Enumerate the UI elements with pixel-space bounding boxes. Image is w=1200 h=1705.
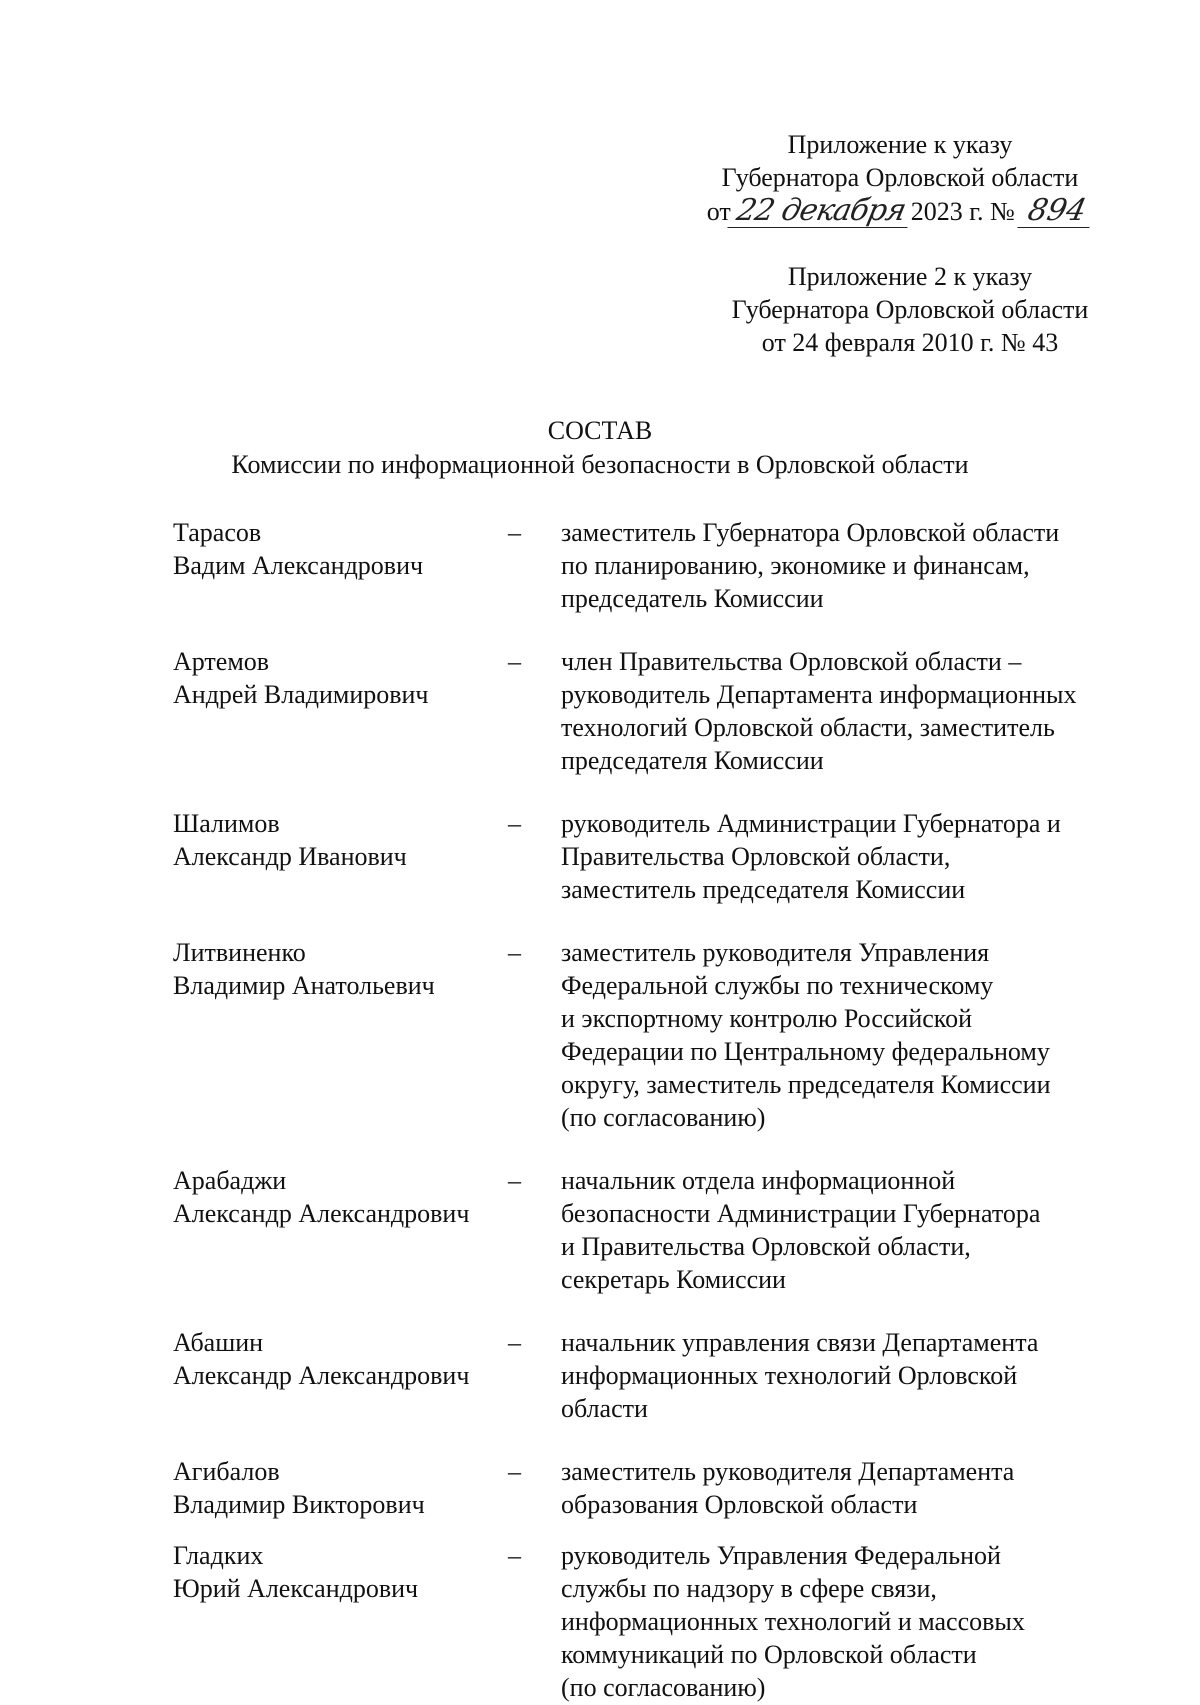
document-title-block bbox=[0, 414, 1200, 482]
handwritten-number: 894 bbox=[1018, 194, 1097, 228]
member-name: Шалимов Александр Иванович bbox=[173, 809, 407, 871]
member-name: Арабаджи Александр Александрович bbox=[173, 1166, 470, 1228]
member-name: Абашин Александр Александрович bbox=[173, 1328, 470, 1390]
member-name: Гладких Юрий Александрович bbox=[173, 1541, 419, 1603]
member-role: начальник управления связи Департамента информационных технологий Орловской области bbox=[561, 1328, 1039, 1423]
member-row bbox=[173, 1326, 1133, 1425]
appendix-current-date-line bbox=[680, 194, 1120, 228]
member-row bbox=[173, 1539, 1133, 1704]
member-dash: – bbox=[508, 1166, 521, 1195]
member-role: заместитель Губернатора Орловской области по планированию, экономике и финансам, председатель Комиссии bbox=[561, 518, 1060, 613]
handwritten-date: 22 декабря bbox=[727, 194, 914, 228]
member-name: Агибалов Владимир Викторович bbox=[173, 1457, 425, 1519]
appendix-current-line2: Губернатора Орловской области bbox=[721, 163, 1079, 192]
member-dash: – bbox=[508, 1541, 521, 1570]
member-role: руководитель Управления Федеральной службы по надзору в сфере связи, информационных технологий и массовых коммуникаций по Орловской области (по согласованию) bbox=[561, 1541, 1025, 1702]
appendix-original-line3: от 24 февраля 2010 г. № 43 bbox=[761, 328, 1059, 357]
member-row bbox=[173, 516, 1133, 615]
member-row bbox=[173, 645, 1133, 777]
appendix-original-line2: Губернатора Орловской области bbox=[731, 295, 1089, 324]
member-dash: – bbox=[508, 1328, 521, 1357]
member-role: заместитель руководителя Департамента образования Орловской области bbox=[561, 1457, 1015, 1519]
member-name: Артемов Андрей Владимирович bbox=[173, 647, 429, 709]
member-role: начальник отдела информационной безопасности Администрации Губернатора и Правительства Орловской области, секретарь Комиссии bbox=[561, 1166, 1041, 1294]
members-list bbox=[173, 516, 1133, 1704]
member-dash: – bbox=[508, 518, 521, 547]
member-dash: – bbox=[508, 938, 521, 967]
member-row bbox=[173, 936, 1133, 1134]
member-dash: – bbox=[508, 647, 521, 676]
appendix-current-line1: Приложение к указу bbox=[787, 130, 1013, 159]
member-role: член Правительства Орловской области – руководитель Департамента информационных технологий Орловской области, заместитель председателя Комиссии bbox=[561, 647, 1077, 775]
date-suffix: 2023 г. № bbox=[910, 197, 1015, 226]
date-prefix: от bbox=[706, 197, 731, 226]
member-role: заместитель руководителя Управления Федеральной службы по техническому и экспортному контролю Российской Федерации по Центральному федеральному округу, заместитель председателя Комиссии (по согласованию) bbox=[561, 938, 1051, 1132]
document-title: СОСТАВ bbox=[547, 416, 653, 445]
member-name: Тарасов Вадим Александрович bbox=[173, 518, 424, 580]
document-subtitle: Комиссии по информационной безопасности в Орловской области bbox=[231, 450, 969, 479]
member-role: руководитель Администрации Губернатора и Правительства Орловской области, заместитель председателя Комиссии bbox=[561, 809, 1061, 904]
member-row bbox=[173, 1164, 1133, 1296]
member-dash: – bbox=[508, 1457, 521, 1486]
appendix-original-line1: Приложение 2 к указу bbox=[787, 262, 1033, 291]
member-row bbox=[173, 1455, 1133, 1521]
member-row bbox=[173, 807, 1133, 906]
appendix-original-header bbox=[700, 260, 1120, 359]
appendix-current-header bbox=[680, 128, 1120, 228]
member-name: Литвиненко Владимир Анатольевич bbox=[173, 938, 435, 1000]
member-dash: – bbox=[508, 809, 521, 838]
